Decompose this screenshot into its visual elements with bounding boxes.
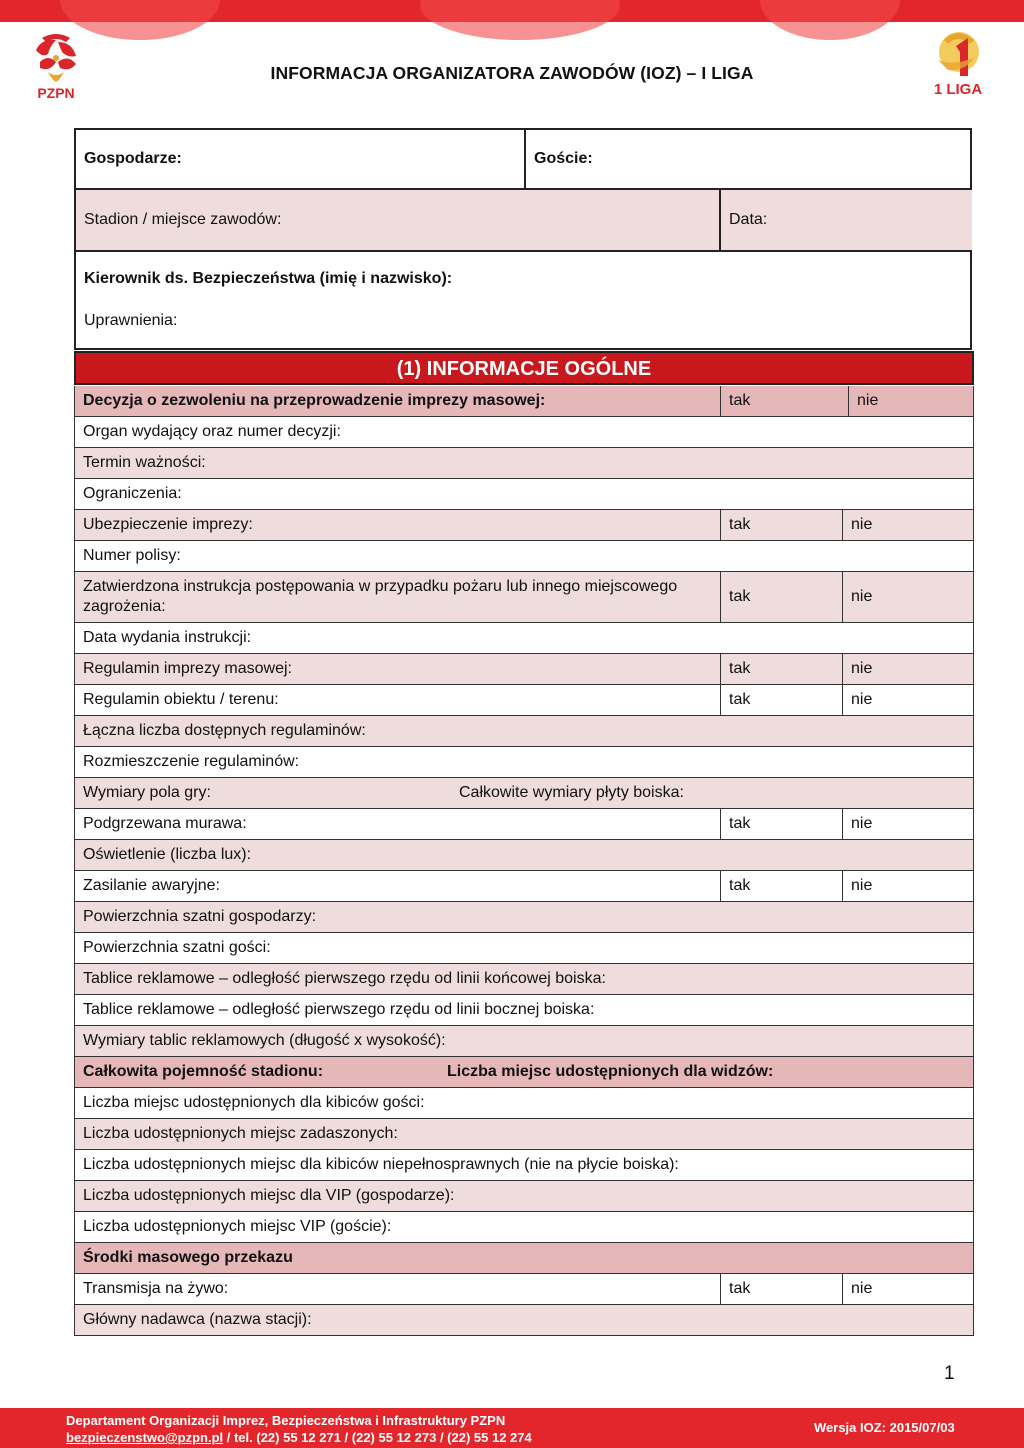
table-row	[75, 1088, 973, 1119]
row-label: Ubezpieczenie imprezy:	[83, 516, 253, 533]
table-row	[75, 995, 973, 1026]
row-label: Liczba udostępnionych miejsc dla VIP (gospodarze):	[83, 1187, 455, 1204]
document-title: INFORMACJA ORGANIZATORA ZAWODÓW (IOZ) – I LIGA	[270, 63, 754, 83]
row-label: Powierzchnia szatni gospodarzy:	[83, 908, 317, 925]
home-team-field[interactable]: Gospodarze:	[84, 150, 182, 167]
form-header-block	[74, 128, 972, 350]
table-row	[75, 716, 973, 747]
table-row	[75, 541, 973, 572]
no-option[interactable]: nie	[842, 510, 973, 540]
svg-text:PZPN: PZPN	[37, 85, 75, 101]
section-title-general: (1) INFORMACJE OGÓLNE	[74, 351, 974, 385]
table-row	[75, 964, 973, 995]
row-label: Liczba miejsc udostępnionych dla kibiców gości:	[83, 1094, 425, 1111]
table-row	[75, 1026, 973, 1057]
row-label: Numer polisy:	[83, 547, 181, 564]
table-row	[75, 871, 973, 902]
row-label: Decyzja o zezwoleniu na przeprowadzenie imprezy masowej:	[83, 392, 546, 409]
table-row	[75, 933, 973, 964]
table-row	[75, 479, 973, 510]
league-logo	[928, 26, 986, 98]
away-team-field[interactable]: Goście:	[534, 150, 593, 167]
row-label: Regulamin imprezy masowej:	[83, 660, 292, 677]
table-row	[75, 1119, 973, 1150]
yes-option[interactable]: tak	[720, 871, 842, 901]
yes-option[interactable]: tak	[720, 572, 842, 622]
row-label: Data wydania instrukcji:	[83, 629, 252, 646]
table-row	[75, 448, 973, 479]
row-label: Główny nadawca (nazwa stacji):	[83, 1311, 312, 1328]
table-row	[75, 840, 973, 871]
yes-option[interactable]: tak	[720, 654, 842, 684]
footer-department: Departament Organizacji Imprez, Bezpieczeństwa i Infrastruktury PZPN	[66, 1413, 506, 1428]
table-row	[75, 1243, 973, 1274]
no-option[interactable]: nie	[842, 654, 973, 684]
table-row	[75, 654, 973, 685]
no-option[interactable]: nie	[842, 809, 973, 839]
yes-option[interactable]: tak	[720, 510, 842, 540]
table-row	[75, 1057, 973, 1088]
row-label: Tablice reklamowe – odległość pierwszego rzędu od linii bocznej boiska:	[83, 1001, 595, 1018]
table-row	[75, 747, 973, 778]
yes-option[interactable]: tak	[720, 386, 848, 416]
no-option[interactable]: nie	[842, 1274, 973, 1304]
safety-officer-field[interactable]: Kierownik ds. Bezpieczeństwa (imię i nazwisko):	[84, 270, 453, 287]
table-row	[75, 572, 973, 623]
date-field[interactable]: Data:	[729, 211, 768, 228]
footer-version: Wersja IOZ: 2015/07/03	[814, 1420, 955, 1435]
table-row	[75, 417, 973, 448]
venue-field[interactable]: Stadion / miejsce zawodów:	[84, 211, 282, 228]
row-label: Tablice reklamowe – odległość pierwszego rzędu od linii końcowej boiska:	[83, 970, 606, 987]
row-label: Organ wydający oraz numer decyzji:	[83, 423, 341, 440]
table-row	[75, 778, 973, 809]
table-row	[75, 386, 973, 417]
top-band	[0, 0, 1024, 22]
row-label: Liczba udostępnionych miejsc dla kibiców niepełnosprawnych (nie na płycie boiska):	[83, 1156, 679, 1173]
row-label: Wymiary pola gry:	[83, 784, 211, 801]
row-label: Regulamin obiektu / terenu:	[83, 691, 279, 708]
footer-phones: / tel. (22) 55 12 271 / (22) 55 12 273 / (22) 55 12 274	[223, 1430, 532, 1445]
table-row	[75, 1150, 973, 1181]
table-row	[75, 1305, 973, 1336]
row-label: Termin ważności:	[83, 454, 206, 471]
yes-option[interactable]: tak	[720, 809, 842, 839]
table-row	[75, 510, 973, 541]
row-label: Zatwierdzona instrukcja postępowania w przypadku pożaru lub innego miejscowego zagrożenia:	[83, 578, 678, 615]
no-option[interactable]: nie	[842, 871, 973, 901]
row-label-secondary: Całkowite wymiary płyty boiska:	[459, 784, 684, 801]
row-label: Oświetlenie (liczba lux):	[83, 846, 252, 863]
row-label: Ograniczenia:	[83, 485, 182, 502]
no-option[interactable]: nie	[842, 685, 973, 715]
row-label: Liczba udostępnionych miejsc zadaszonych:	[83, 1125, 398, 1142]
permissions-field[interactable]: Uprawnienia:	[84, 312, 178, 329]
yes-option[interactable]: tak	[720, 1274, 842, 1304]
footer-contact	[66, 1430, 532, 1445]
row-label-secondary: Liczba miejsc udostępnionych dla widzów:	[447, 1063, 774, 1080]
row-label: Wymiary tablic reklamowych (długość x wysokość):	[83, 1032, 446, 1049]
row-label: Środki masowego przekazu	[83, 1249, 293, 1266]
row-label: Powierzchnia szatni gości:	[83, 939, 271, 956]
table-row	[75, 685, 973, 716]
table-row	[75, 902, 973, 933]
row-label: Transmisja na żywo:	[83, 1280, 229, 1297]
row-label: Rozmieszczenie regulaminów:	[83, 753, 300, 770]
footer	[0, 1408, 1024, 1448]
footer-email-link[interactable]: bezpieczenstwo@pzpn.pl	[66, 1430, 224, 1445]
row-label: Liczba udostępnionych miejsc VIP (goście):	[83, 1218, 392, 1235]
page-number: 1	[944, 1363, 955, 1384]
table-row	[75, 1274, 973, 1305]
no-option[interactable]: nie	[848, 386, 973, 416]
table-row	[75, 1181, 973, 1212]
table-row	[75, 623, 973, 654]
general-info-table	[74, 386, 974, 1336]
row-label: Podgrzewana murawa:	[83, 815, 247, 832]
row-label: Całkowita pojemność stadionu:	[83, 1063, 324, 1080]
yes-option[interactable]: tak	[720, 685, 842, 715]
row-label: Łączna liczba dostępnych regulaminów:	[83, 722, 366, 739]
svg-text:1 LIGA: 1 LIGA	[933, 81, 983, 98]
no-option[interactable]: nie	[842, 572, 973, 622]
row-label: Zasilanie awaryjne:	[83, 877, 220, 894]
table-row	[75, 809, 973, 840]
table-row	[75, 1212, 973, 1243]
